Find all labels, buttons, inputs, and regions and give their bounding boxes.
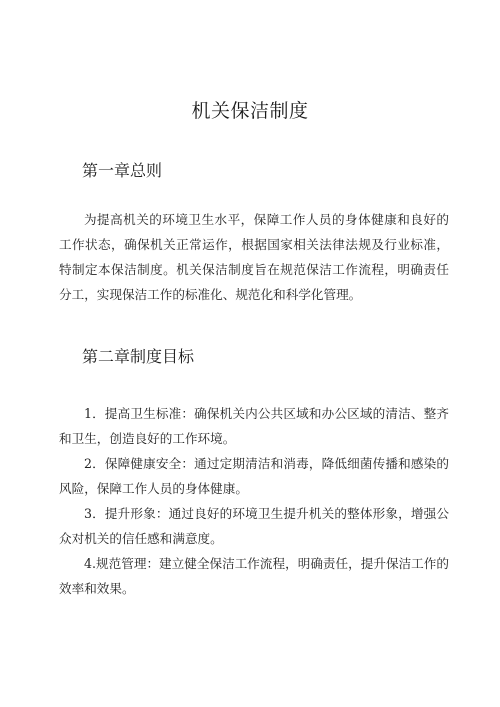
document-title: 机关保洁制度 [191, 100, 309, 122]
chapter-1-heading: 第一章总则 [82, 161, 163, 180]
goal-item-1: 1．提高卫生标准：确保机关内公共区域和办公区域的清洁、整齐和卫生，创造良好的工作环境。 [59, 406, 449, 446]
chapter-2-heading: 第二章制度目标 [82, 347, 195, 366]
chapter-1-paragraph: 为提高机关的环境卫生水平，保障工作人员的身体健康和良好的工作状态，确保机关正常运作，根据国家相关法律法规及行业标准，特制定本保洁制度。机关保洁制度旨在规范保洁工作流程，明确责任分工，实现保洁工作的标准化、规范化和科学化管理。 [59, 212, 449, 302]
goal-item-4: 4.规范管理：建立健全保洁工作流程，明确责任，提升保洁工作的效率和效果。 [59, 556, 449, 596]
goal-item-3: 3．提升形象：通过良好的环境卫生提升机关的整体形象，增强公众对机关的信任感和满意度。 [59, 506, 449, 546]
goal-item-2: 2．保障健康安全：通过定期清洁和消毒，降低细菌传播和感染的风险，保障工作人员的身体健康。 [59, 456, 449, 496]
